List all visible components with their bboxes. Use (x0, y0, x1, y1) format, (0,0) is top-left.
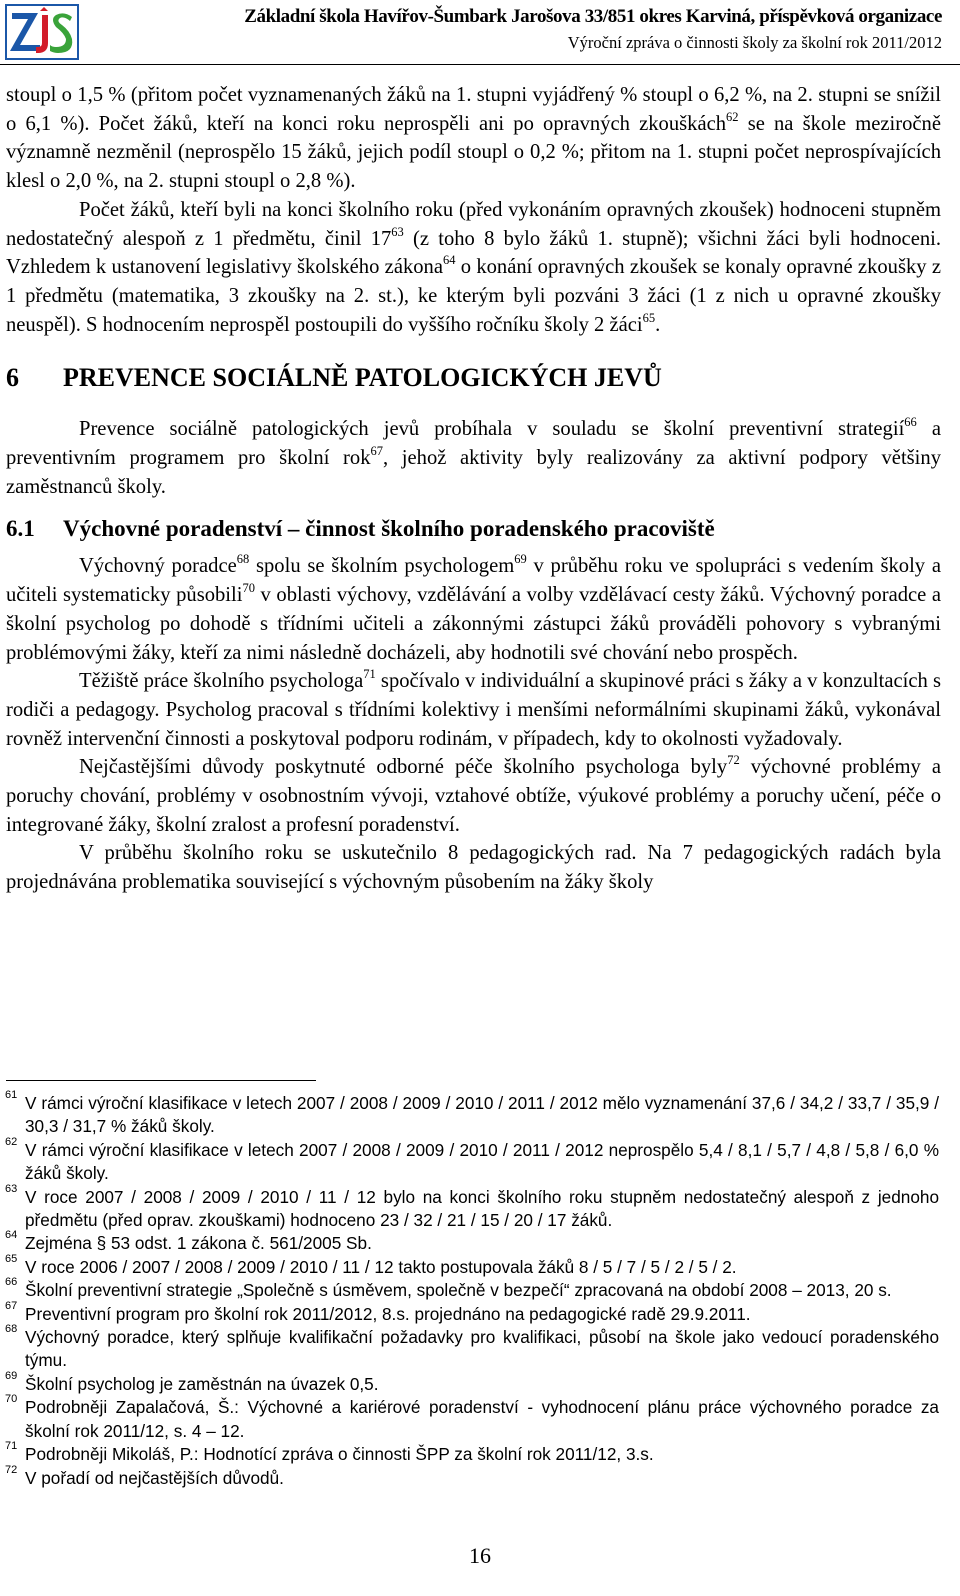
section-number: 6 (6, 363, 19, 393)
paragraph (6, 552, 941, 667)
paragraph (6, 196, 941, 340)
text-run: Nejčastějšími důvody poskytnuté odborné péče školního psychologa byly (79, 756, 728, 779)
footnote-number: 67 (5, 1299, 18, 1312)
school-logo-icon (4, 3, 80, 61)
footnote-text: Podrobněji Zapalačová, Š.: Výchovné a kariérové poradenství - vyhodnocení plánu práce výchovného poradce za školní rok 2011/12, s. 4 – 12. (25, 1397, 939, 1441)
section-title: PREVENCE SOCIÁLNĚ PATOLOGICKÝCH JEVŮ (63, 363, 662, 393)
footnote-number: 72 (5, 1463, 18, 1476)
footnote-number: 69 (5, 1369, 18, 1382)
footnote-text: Podrobněji Mikoláš, P.: Hodnotící zpráva o činnosti ŠPP za školní rok 2011/12, 3.s. (25, 1444, 654, 1465)
footnote-number: 62 (5, 1135, 18, 1148)
footnote (5, 1252, 939, 1279)
footnote-text: V roce 2006 / 2007 / 2008 / 2009 / 2010 / 11 / 12 takto postupovala žáků 8 / 5 / 7 / 5 / 2 / 5 / 2. (25, 1256, 737, 1277)
text-run: a preventivním programem pro školní rok (6, 418, 941, 470)
footnote-text: Školní psycholog je zaměstnán na úvazek 0,5. (25, 1373, 379, 1394)
footnote-ref[interactable]: 66 (904, 415, 917, 430)
footnote-text: V pořadí od nejčastějších důvodů. (25, 1467, 284, 1488)
footnote (5, 1276, 939, 1302)
subsection-heading (6, 514, 941, 544)
text-run: výchovné problémy a poruchy chování, problémy v osobnostním vývoji, vztahové obtíže, výukové problémy a poruchy učení, péče o integrované žáky, školní zralost a profesní poradenství. (6, 756, 942, 836)
footnote-ref[interactable]: 70 (242, 581, 255, 596)
text-run: spočívalo v individuální a skupinové práci s žáky a v konzultacích s rodiči a pedagogy. Psycholog pracoval s třídními kolektivy i menšími neformálními skupinami žáků, vykonával rovněž intervenční činnosti a poskytoval podporu rodinám, v případech, kdy to okolnosti vyžadovaly. (6, 670, 941, 750)
footnote (5, 1089, 939, 1139)
header-report-title: Výroční zpráva o činnosti školy za školní rok 2011/2012 (567, 33, 942, 52)
footnote-text: V roce 2007 / 2008 / 2009 / 2010 / 11 / 12 bylo na konci školního roku stupněm nedostatečný alespoň z jednoho předmětu (před oprav. zkouškami) hodnoceno 23 / 32 / 21 / 15 / 20 / 17 žáků. (25, 1186, 939, 1231)
text-run: Výchovný poradce (79, 555, 237, 578)
footnote-text: V rámci výroční klasifikace v letech 2007 / 2008 / 2009 / 2010 / 2011 / 2012 neprospělo 5,4 / 8,1 / 5,7 / 4,8 / 5,8 / 6,0 % žáků školy. (25, 1139, 939, 1184)
footnote-number: 68 (5, 1323, 18, 1336)
footnote-number: 66 (5, 1276, 18, 1289)
footnote-text: V rámci výroční klasifikace v letech 2007 / 2008 / 2009 / 2010 / 2011 / 2012 mělo vyznamenání 37,6 / 34,2 / 33,7 / 35,9 / 30,3 / 31,7 % žáků školy. (25, 1093, 939, 1137)
footnote-number: 61 (5, 1089, 18, 1101)
footnote-ref[interactable]: 68 (236, 552, 250, 567)
footnote-text: Školní preventivní strategie „Společně s úsměvem, společně v bezpečí“ zpracovaná na období 2008 – 2013, 20 s. (25, 1280, 892, 1301)
paragraph (6, 667, 941, 753)
footnote (5, 1135, 939, 1186)
footnote-ref[interactable]: 65 (642, 310, 656, 325)
page-header (0, 0, 960, 65)
text-run: . (655, 313, 661, 336)
subsection-number: 6.1 (6, 516, 35, 542)
text-run: , jehož aktivity byly realizovány za aktivní podpory většiny zaměstnanců školy. (6, 447, 941, 498)
footnote-ref[interactable]: 63 (391, 224, 404, 239)
footnote-number: 65 (5, 1252, 18, 1265)
footnote (5, 1463, 939, 1490)
footnote-ref[interactable]: 69 (514, 552, 527, 567)
footnote-text: Výchovný poradce, který splňuje kvalifikační požadavky pro kvalifikaci, působí na škole jako vedoucí poradenského týmu. (25, 1327, 939, 1371)
page-number: 16 (469, 1543, 491, 1568)
footnote-number: 63 (5, 1182, 18, 1195)
paragraph (6, 81, 941, 196)
footnote (5, 1393, 939, 1443)
text-run: o konání opravných zkoušek se konaly opravné zkoušky z 1 předmětu (matematika, 3 zkoušky na 2. st.), ke kterým byli pozváni 3 žáci (1 z nich u opravné zkoušky neuspěl). S hodnocením neprospěl postoupili do vyššího ročníku školy 2 žáci (6, 256, 941, 336)
footnotes (5, 1089, 939, 1490)
footnote-text: Preventivní program pro školní rok 2011/2012, 8.s. projednáno na pedagogické radě 29.9.2011. (25, 1303, 751, 1324)
paragraph: V průběhu školního roku se uskutečnilo 8 pedagogických rad. Na 7 pedagogických radách byla projednávána problematika související s výchovným působením na žáky školy (6, 842, 941, 894)
footnote-number: 70 (5, 1393, 18, 1406)
footnote (5, 1299, 939, 1326)
text-run: stoupl o 1,5 % (přitom počet vyznamenaných žáků na 1. stupni vyjádřený % stoupl o 6,2 %, na 2. stupni se snížil o 6,1 %). Počet žáků, kteří na konci roku neprospěli ani po opravných zkouškách (6, 84, 941, 135)
header-school-name: Základní škola Havířov-Šumbark Jarošova 33/851 okres Karviná, příspěvková organizace (244, 6, 942, 27)
footnote (5, 1369, 939, 1396)
footnote-number: 71 (5, 1440, 18, 1453)
paragraph (6, 415, 941, 501)
footnote (5, 1323, 939, 1373)
subsection-title: Výchovné poradenství – činnost školního poradenského pracoviště (63, 516, 715, 542)
text-run: (z toho 8 bylo žáků 1. stupně); všichni žáci byli hodnoceni. Vzhledem k ustanovení legislativy školského zákona (6, 227, 942, 279)
section-heading (6, 361, 941, 395)
paragraph (6, 753, 941, 839)
text-run: v oblasti výchovy, vzdělávání a volby vzdělávací cesty žáků. Výchovný poradce a školní psycholog po dohodě s třídními učiteli a zákonnými zástupci žáků prováděli pohovory s vybranými problémovými žáky, kteří za nimi následně docházeli, aby hodnotili své chování nebo prospěch. (6, 584, 941, 664)
text-run: Těžiště práce školního psychologa (79, 670, 364, 693)
footnote-text: Zejména § 53 odst. 1 zákona č. 561/2005 Sb. (25, 1233, 372, 1254)
footnote-separator (6, 1080, 316, 1081)
footnote-ref[interactable]: 71 (363, 667, 376, 682)
document-body (6, 81, 941, 897)
footnote (5, 1229, 939, 1255)
footnote-ref[interactable]: 67 (370, 444, 384, 459)
footnote-number: 64 (5, 1229, 18, 1242)
footnote-ref[interactable]: 62 (726, 109, 739, 124)
text-run: se na škole meziročně významně nezměnil (neprospělo 15 žáků, jejich podíl stoupl o 0,2 %; přitom na 1. stupni počet neprospívajících klesl o 2,0 %, na 2. stupni stoupl o 2,8 %). (6, 112, 941, 193)
footnote (5, 1440, 939, 1466)
text-run: v průběhu roku ve spolupráci s vedením školy a učiteli systematicky působili (6, 555, 941, 607)
text-run: spolu se školním psychologem (249, 555, 515, 578)
text-run: Prevence sociálně patologických jevů probíhala v souladu se školní preventivní strategií (79, 418, 905, 441)
footnote (5, 1182, 939, 1233)
footnote-ref[interactable]: 72 (727, 753, 740, 768)
footnote-ref[interactable]: 64 (442, 253, 456, 268)
text-run: Počet žáků, kteří byli na konci školního roku (před vykonáním opravných zkoušek) hodnoceni stupněm nedostatečný alespoň z 1 předmětu, činil 17 (6, 198, 941, 250)
